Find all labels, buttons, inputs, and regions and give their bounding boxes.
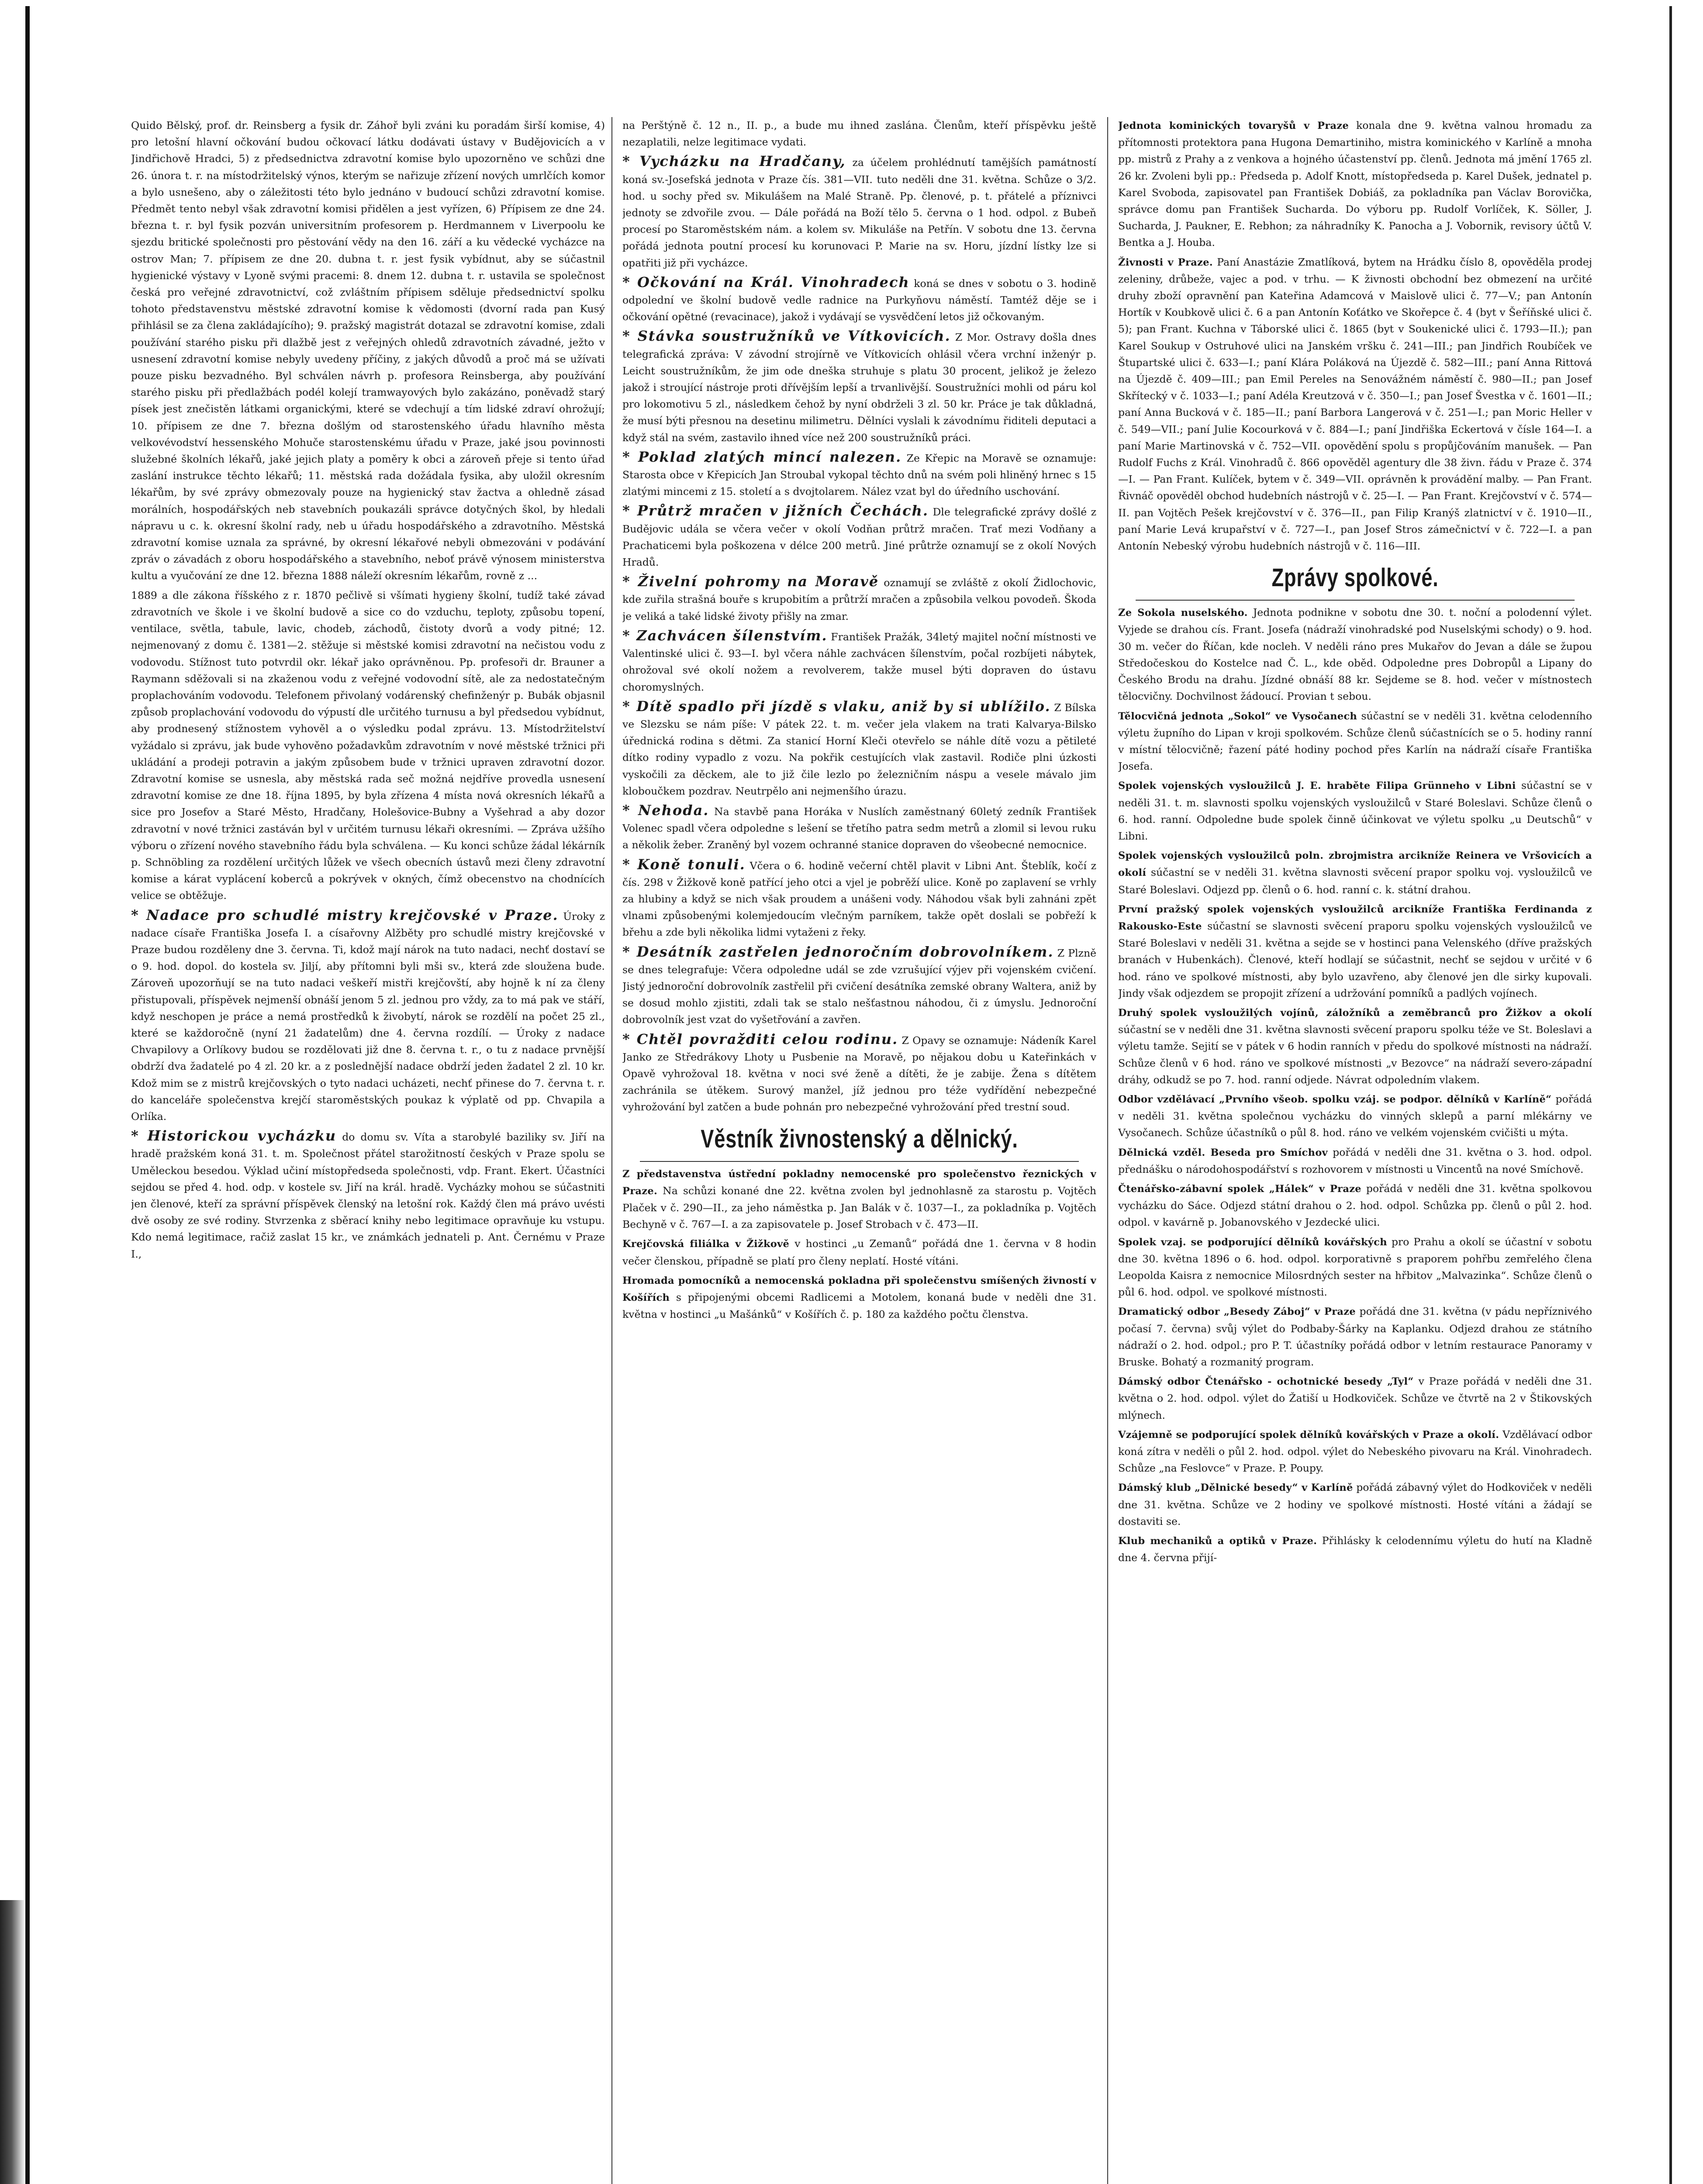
notice-heading: Odbor vzdělávací „Prvního všeob. spolku vzáj. se podpor. dělníků v Karlíně“ [1118,1093,1552,1105]
notice-heading: První pražský spolek vojenských vysloužilců arcikníže Františka Ferdinanda z Rakousko-Este [1118,903,1592,932]
notice-heading: Klub mechaniků a optiků v Praze. [1118,1535,1317,1547]
article [622,502,1096,570]
article-body: Dle telegrafické zprávy došlé z Budějovic udála se včera večer v okolí Vodňan průtrž mračen. Trať mezi Vodňany a Prachaticemi byla poškozena v délce 200 metrů. Jiné průtrže oznamují se z okolí Nových Hradů. [622,506,1096,569]
notice-body: Na schůzi konané dne 22. května zvolen byl jednohlasně za starostu p. Vojtěch Plaček v č. 290—II., za jeho náměstka p. Jan Balák v č. 1037—I., za pokladníka p. Vojtěch Bechyně v č. 767—I. a za zapisovatele p. Josef Strobach v č. 473—II. [622,1184,1096,1231]
notice-body: v Praze pořádá v neděli dne 31. května o 2. hod. odpol. výlet do Žatiší u Hodkoviček. Schůze ve čtvrtě na 2 v Štikovských mlýnech. [1118,1375,1592,1421]
article-heading: * Nehoda. [622,802,709,819]
article [131,587,605,904]
article-body: Včera o 6. hodině večerní chtěl plavit v Libni Ant. Šteblík, kočí z čís. 298 v Žižkově koně patřící jeho otci a vjel je pobrěží ulice. Koně po zaplavení se vrhly za hlubiny a když se nich však proudem a unášeni vody. Náhodou však byli zahnáni zpět vlnami způsobenými kolemjedoucím vlečným parníkem, takže opět doslali se pobřeží k břehu a zde byli několika lidmi vytaženi z řeky. [622,859,1096,939]
notice-body: súčastní se v neděli dne 31. května slavnosti svěcení praporu spolku téže ve St. Boleslavi a výletu tamže. Sejití se v pátek v 6 hodin ranních v předu do spolkové místnosti na nádraží. Schůze členů v 6 hod. ráno ve spolkové místnosti „v Bezovce“ na nádraží severo-západní dráhy, odkudž se po 7. hod. ranní odjede. Návrat odpoledním vlakem. [1118,1023,1592,1086]
notice-item [1118,1479,1592,1530]
notice-heading: Čtenářsko-zábavní spolek „Hálek“ v Praze [1118,1183,1361,1195]
article-heading: * Zachvácen šílenstvím. [622,627,828,644]
notice-item [1118,777,1592,844]
notice-heading: Dělnická vzděl. Beseda pro Smíchov [1118,1147,1328,1158]
article [622,117,1096,150]
notice-item [1118,1303,1592,1370]
article [622,328,1096,446]
notice-item [622,1165,1096,1233]
article-heading: * Chtěl povražditi celou rodinu. [622,1030,898,1047]
notice-body: pořádá dne 31. května (v pádu nepříznivého počasí 7. června) svůj výlet do Podbaby-Šárky na Kaplanku. Odjezd drahou ze státního nádraží o 2. hod. odpol.; pro P. T. účastníky pořádá odbor v letním restaurace Panoramy v Bruske. Bohatý a rozmanitý program. [1118,1305,1592,1368]
notice-heading: Ze Sokola nuselského. [1118,607,1248,619]
notice-body: súčastní se slavnosti svěcení praporu spolku vojenských vysloužilců ve Staré Boleslavi v neděli 31. května a sejde se v hostinci pana Velenského (dříve pražských branách v Hubenkách). Členové, kteří hodlají se súčastnit, nechť se sejdou v určité v 6 hod. ráno ve spolkové místnosti, aby bylo uzavřeno, aby členové jen dle sirky kupovali. Jindy však odjezdem se propojit zřízení a udržování pomníků a padlých vojínech. [1118,919,1592,999]
notice-item [1118,708,1592,775]
notice-heading: Hromada pomocníků a nemocenská pokladna při společenstvu smíšených živností v Košířích [622,1275,1096,1303]
article [1118,117,1592,251]
article-body: Z Plzně se dnes telegrafuje: Včera odpoledne udál se zde vzrušující výjev při vojenském cvičení. Jistý jednoroční dobrovolník zastřelil při cvičení desátníka zemské obrany Waltera, aniž by se dosud mohlo zjistiti, zdali tak se stalo nešťastnou náhodou, či z úmyslu. Jednoroční dobrovolník jest vzat do vyšetřování a zavřen. [622,947,1096,1026]
article [622,856,1096,941]
notice-body: pořádá v neděli 31. května společnou vycházku do vinných sklepů a parní mlékárny ve Vysočanech. Schůze účastníků o půl 8. hod. ráno ve velkém vojenském cvičišti u mýta. [1118,1092,1592,1139]
article [131,1127,605,1262]
binding-shadow [0,1900,25,2184]
article-body: Z Opavy se oznamuje: Nádeník Karel Janko ze Středrákovy Lhoty u Pusbenie na Moravě, po nějakou dobu u Kateřinkách v Opavě vyhrožoval 18. května v noci své ženě a dítěti, že je zabije. Žena s dítětem zachránila se útěkem. Surový manžel, jíž jednou pro téže vydřídění nebezpečné vyhrožování byl zatčen a bude pohnán pro nebezpečné vyhrožování před trestní soud. [622,1034,1096,1113]
column-2 [622,117,1096,2184]
article-body: za účelem prohlédnutí tamějších památností koná sv.-Josefská jednota v Praze čís. 381—VII. tuto neděli dne 31. května. Schůze o 3/2. hod. u sochy před sv. Mikulášem na Malé Straně. Pp. členové, p. t. přátelé a příznivci jednoty se zdvořile zvou. — Dále pořádá na Boží tělo 5. června o 1 hod. odpol. z Bubeň procesí po Staroměstském nám. a kolem sv. Mikuláše na Petřín. V sobotu dne 13. června pořádá jednota poutní procesí ku korunovaci P. Marie na sv. Horu, jízdní lístky lze si opatřiti již při vycházce. [622,156,1096,269]
notice-heading: Tělocvičná jednota „Sokol“ ve Vysočanech [1118,710,1358,722]
article [622,449,1096,500]
article-body: Paní Anastázie Zmatlíková, bytem na Hrádku číslo 8, opověděla prodej zeleniny, drůbeže, vajec a pod. v trhu. — K živnosti obchodní bez obmezení na určité druhy zboží opravnění pan Kateřina Adamcová v Maislově ulici č. 77—V.; pan Antonín Hortík v Koubkově ulici č. 6 a pan Antonín Koťátko ve Skořepce č. 4 (byt v Šeříňské ulici č. 5); pan Frant. Kuchna v Táborské ulici č. 1865 (byt v Soukenické ulici č. 1793—II.); pan Karel Soukup v Ostruhové ulici na Janském vršku č. 241—III.; pan Jindřich Roubíček ve Štupartské ulici č. 633—I.; paní Klára Poláková na Újezdě č. 582—III.; paní Anna Rittová na Újezdě č. 409—III.; pan Emil Pereles na Senovážném náměstí č. 980—II.; pan Josef Skřítecký v č. 1033—I.; paní Adéla Kreutzová v č. 350—I.; pan Josef Švestka v č. 1601—II.; paní Anna Bucková v č. 185—II.; paní Barbora Langerová v č. 251—I.; pan Moric Heller v č. 549—VII.; paní Julie Kocourková v č. 884—I.; paní Jindřiška Eckertová v čísle 164—I. a paní Marie Martinovská v č. 752—VII. opovědění spolu s propůjčováním manušek. — Pan Rudolf Fuchs z Král. Vinohradů č. 866 opověděl agentury dle 38 živn. řádu v Praze č. 374—I. — Pan Frant. Kulíček, bytem v č. 349—VII. oprávněn k provádění malby. — Pan Frant. Řivnáč opověděl obchod hudebních nástrojů v č. 25—I. — Pan Frant. Krejčovství v č. 574—II. pan Vojtěch Pešek krejčovství v č. 376—II., pan Filip Kranýš zlatnictví v č. 1910—II., paní Marie Levá krupařství v č. 727—I., pan Josef Stros zámečnictví v č. 722—I. a pan Antonín Nebeský výrobu hudebních nástrojů v č. 116—III. [1118,256,1592,553]
section-rule [1136,600,1575,601]
notice-heading: Spolek vojenských vysloužilců J. E. hraběte Filipa Grünneho v Libni [1118,780,1516,792]
column-divider [1107,117,1108,2184]
article-heading: * Poklad zlatých mincí nalezen. [622,448,902,465]
article-heading: * Očkování na Král. Vinohradech [622,273,910,290]
notice-item [622,1235,1096,1269]
article-heading: * Živelní pohromy na Moravě [622,573,879,590]
article-body: konala dne 9. května valnou hromadu za přítomnosti protektora pana Hugona Demartiniho, mistra kominického v Karlíně a mnoha pp. mistrů z Prahy a z venkova a hojného účastenství pp. členů. Jednota má jmění 1765 zl. 26 kr. Zvoleni byli pp.: Předseda p. Adolf Knott, místopředseda p. Karel Dušek, jednatel p. Karel Svoboda, zapisovatel pan František Dobiáš, za pokladníka pan Václav Borovička, správce domu pan František Sucharda. Do výboru pp. Rudolf Vorlíček, K. Söller, J. Sucharda, J. Paukner, E. Rebhon; za náhradníky K. Panocha a J. Vobornik, revisory účtů V. Bentka a J. Houba. [1118,119,1592,249]
article [1118,254,1592,555]
notice-heading: Dramatický odbor „Besedy Záboj“ v Praze [1118,1306,1356,1318]
article-heading: * Průtrž mračen v jižních Čechách. [622,502,929,519]
article-body: 1889 a dle zákona říšského z r. 1870 pečlivě si všímati hygieny školní, tudíž také závad zdravotních ve škole i ve školní budově a sice co do vzduchu, teploty, způsobu topení, ventilace, světla, tabule, lavic, chodeb, záchodů, čistoty dvorů a vody pitné; 12. nejmenovaný z domu č. 1381—2. stěžuje si městské komisi zdravotní na nečistou vodu z vodovodu. Stížnost tuto potvrdil okr. lékař jako oprávněnou. Pp. profesoři dr. Brauner a Raymann sděžovali si na zkaženou vodu z veřejné vodovodní sítě, ale za nedostatečným proplachováním vodovodu. Telefonem přivolaný vodárenský chefinženýr p. Bubák objasnil způsob proplachování vodovodu do výpustí dle určitého turnusu a byl předsedou vybídnut, aby prodnesený stížnostem vyhověl a o výsledku podal zprávu. 13. Místodržitelství vyžádalo si zprávu, jak bude vyhověno požadavkům zdravotním v nové městské tržnici při ukládání a prodeji potravin a jakým způsobem bude v tržnici upraven zdravotní dozor. Zdravotní komise se usnesla, aby městská rada seč možná nejdříve provedla usnesení zdravotní komise ze dne 18. října 1895, by byla zřízena 4 místa nová okresních lékařů a sice pro Josefov a Staré Město, Hradčany, Holešovice-Bubny a Vyšehrad a aby dozor zdravotní v nové tržnici zastáván byl v určitém turnusu lékaři okresními. — Zpráva užšího výboru o zřízení nového stavebního řádu byla schválena. — Ku konci schůze žádal lékárník p. Schnöbling za rozdělení určitých lůžek ve všech obecních ústavů mezi členy zdravotní komise a kárat vyplácení koberců a pokrývek v okných, čímž obecenstvo na chodnících velice se obtěžuje. [131,589,605,902]
article-body: na Perštýně č. 12 n., II. p., a bude mu ihned zaslána. Členům, kteří příspěvku ještě nezaplatili, nelze legitimace vydati. [622,119,1096,149]
notice-item [1118,847,1592,898]
notice-item [1118,1234,1592,1301]
notice-body: súčastní se v neděli 31. května celodenního výletu župního do Lipan v kroji spolkovém. Schůze členů súčastnících se o 5. hodiny ranní v místní tělocvičně; řazení páté hodiny pochod přes Karlín na nádraží císaře Františka Josefa. [1118,709,1592,773]
article-heading: Jednota kominických tovaryšů v Praze [1118,120,1349,131]
section-rule [640,1161,1079,1162]
notice-heading: Spolek vojenských vysloužilců poln. zbrojmistra arcikníže Reinera ve Vršovicích a okolí [1118,850,1592,879]
article-body: Quido Bělský, prof. dr. Reinsberg a fysik dr. Záhoř byli zváni ku poradám širší komise, 4) pro letošní hlavní očkování budou očkovací látku dodávati ústavy v Budějovicích a v Jindřichově Hradci, 5) z předsednictva zdravotní komise bylo upozorněno ve schůzi dne 26. února t. r. na místodržitelský výnos, kterým se nařizuje zřízení nových umrlčích komor a bylo usnešeno, aby o záležitosti této bylo jednáno v budoucí schůzi zdravotní komise. Předmět tento nebyl však zdravotní komisi přidělen a jest vyřízen, 6) Přípisem ze dne 24. března t. r. byl fysik pozván universitním profesorem p. Herdmannem v Liverpoolu ke sjezdu britické společnosti pro pěstování vědy na den 16. září a ku vědecké vycházce na ostrov Man; 7. přípisem ze dne 20. dubna t. r. jest fysik vybídnut, aby se súčastnil hygienické výstavy v Lyoně svými pracemi: 8. dnem 12. dubna t. r. ustavila se společnost česká pro veřejné zdravotnictví, což zvláštním přípisem sděluje předsednictví spolku tohoto představenstvu městské zdravotní komise k vědomosti (dvorní rada pan Kusý přihlásil se za člena zakládajícího); 9. pražský magistrát dotazal se zdravotní komise, zdali používání starého pisku při dlažbě jest z veřejných ohledů zdravotních závadné, ježto v usnesení zdravotní komise nebyly uvedeny příčiny, z jakých důvodů a proč má se užívati pouze pisku bezvadného. Byl schválen návrh p. profesora Reinsberga, aby používání starého pisku při předlažbách podél kolejí tramwayových bylo zakázáno, poněvadž starý písek jest znečistěn látkami organickými, které se vdechují a tím lidské zdraví ohrožují; 10. přípisem ze dne 7. března došlým od starostenského úřadu hlavního města velkovévodství hessenského Mohuče starostenskému úřadu v Praze, jaké jsou povinnosti služebné školních lékařů, jaké jejich platy a poměry k obci a zároveň přeje si tento úřad zaslání instrukce těchto lékařů; 11. městská rada dožádala fysika, aby uložil okresním lékařům, by své zprávy obmezovaly pouze na hygienický stav žactva a ohledně zásad morálních, hospodářských neb stavebních poukazáli správce dotyčných škol, by hledali nápravu u c. k. okresní školní rady, neb u úřadu hospodářského a zdravotního. Městská zdravotní komise uznala za správné, by okresní lékařové nebyli obmezováni v podávání zpráv o závadách z oboru hospodářského a stavebního, neboť právě výnosem ministerstva kultu a vyučování ze dne 12. března 1888 náleží okresním lékařům, rovně z ... [131,119,605,582]
section-title: Zprávy spolkové. [1271,563,1439,592]
article [622,943,1096,1028]
article-heading: * Dítě spadlo při jízdě s vlaku, aniž by si ublížilo. [622,698,1051,715]
notice-body: pořádá v neděli dne 31. května o 3. hod. odpol. přednášku o národohospodářství s rozhovorem v místnosti u Vincentů na nové Smíchově. [1118,1146,1592,1175]
article [622,1031,1096,1116]
notice-item [1118,1144,1592,1178]
article [622,573,1096,625]
article [131,117,605,584]
notice-body: pořádá zábavný výlet do Hodkoviček v neděli dne 31. května. Schůze ve 2 hodiny ve spolkové místnosti. Hosté vítáni a žádají se dostaviti se. [1118,1481,1592,1527]
section-title: Věstník živnostenský a dělnický. [701,1124,1018,1153]
notice-item [1118,1532,1592,1566]
column-3 [1118,117,1592,2184]
article [622,274,1096,325]
notice-body: s připojenými obcemi Radlicemi a Motolem, konaná bude v neděli dne 31. května v hostinci „u Mašánků“ v Košířích č. p. 180 za každého počtu členstva. [622,1291,1096,1321]
notice-body: pro Prahu a okolí se účastní v sobotu dne 30. května 1896 o 6. hod. odpol. korporativně s praporem pohřbu zemřelého člena Leopolda Kaisra z nemocnice Milosrdných sester na hřbitov „Malvazinka“. Schůze členů o půl 6. hod. odpol. ve spolkové místnosti. [1118,1235,1592,1299]
notice-body: Jednota podnikne v sobotu dne 30. t. noční a polodenní výlet. Vyjede se drahou cís. Frant. Josefa (nádraží vinohradské pod Nuselskými schody) o 9. hod. 30 m. večer do Říčan, kde nocleh. V neděli ráno pres Mukařov do Jevan a dále se župou Středočeskou do Kostelce nad Č. L., kde oběd. Odpoledne pres Dobropůl a Lipany do Českého Brodu na drahu. Jízdné obnáší 88 kr. Sejdeme se 8. hod. večer v místnostech tělocvičny. Dochvilnost žádoucí. Provian t sebou. [1118,606,1592,703]
article-heading: * Stávka soustružníků ve Vítkovicích. [622,328,951,345]
article-heading: * Vycházku na Hradčany, [622,153,846,170]
notice-item [1118,604,1592,705]
notice-body: Vzdělávací odbor koná zítra v neděli o půl 2. hod. odpol. výlet do Nebeského pivovaru na Král. Vinohradech. Schůze „na Feslovce“ v Praze. P. Poupy. [1118,1428,1592,1475]
article-body: koná se dnes v sobotu o 3. hodině odpolední ve školní budově vedle radnice na Purkyňovu náměstí. Tamtéž děje se i očkování opětné (revacinace), jakož i vydávají se vysvědčení letos již očkovaným. [622,277,1096,323]
article-heading: * Koně tonuli. [622,856,746,873]
article-body: Z Bílska ve Slezsku se nám píše: V pátek 22. t. m. večer jela vlakem na trati Kalvarya-Bilsko úřednická rodina s dětmi. Za stanicí Horní Kleči otevřelo se náhle dítě vozu a pětileté dítko rodiny vypadlo z vozu. Na pokřik cestujících vlak zastavil. Rodiče plni úzkosti vyskočili za děckem, ale to již čile lezlo po železničním náspu a vesele mávalo jim kloboučkem pozdrav. Neutrpělo ani nejmenšího úrazu. [622,701,1096,797]
article [622,153,1096,271]
notice-heading: Z představenstva ústřední pokladny nemocenské pro společenstvo řeznických v Praze. [622,1168,1096,1197]
notice-item [1118,1180,1592,1231]
notice-body: súčastní se v neděli 31. t. m. slavnosti spolku vojenských vysloužilců v Staré Boleslavi. Schůze členů o 6. hod. ranní. Odpoledne bude spolek činně účinkovat ve výletu spolku „u Deutschů“ v Libni. [1118,779,1592,842]
notice-body: pořádá v neděli dne 31. května spolkovou vycházku do Sáce. Odjezd státní drahou o 2. hod. odpol. Schůzka pp. členů o půl 2. hod. odpol. v kavárně p. Jobanovského v Jezdecké ulici. [1118,1182,1592,1229]
notice-heading: Krejčovská filiálka v Žižkově [622,1238,790,1250]
article-heading: * Desátník zastřelen jednoročním dobrovolníkem. [622,943,1054,960]
notice-heading: Dámský klub „Dělnické besedy“ v Karlíně [1118,1482,1353,1494]
notice-item [1118,1426,1592,1477]
article-body: Ze Křepic na Moravě se oznamuje: Starosta obce v Křepicích Jan Stroubal vykopal těchto dnů na svém poli hliněný hrnec s 15 zlatými mincemi z 15. století a s dvojtolarem. Nález vzat byl do úředního uschování. [622,452,1096,498]
article-body: Z Mor. Ostravy došla dnes telegrafická zpráva: V závodní strojírně ve Vítkovicích ohlásil včera vrchní inženýr p. Leicht soustružníkům, že jim ode dneška struhuje s platu 30 procent, jelikož je železo jakož i stroující nástroje proti dřívějším lepší a trvanlivější. Soustružníci mohli od páru kol pro lokomotivu 5 zl., následkem čehož by nyní obdrželi 3 zl. 50 kr. Práce je tak důkladná, že musí býti přesnou na desetinu milimetru. Dělníci vyslali k závodnímu řiditeli deputaci a když stál na svém, zastavilo ihned více než 200 soustružníků práci. [622,331,1096,444]
article-body: Úroky z nadace císaře Františka Josefa I. a císařovny Alžběty pro schudlé mistry krejčovské v Praze budou rozděleny dne 3. června. Ti, kdož mají nárok na tuto nadaci, nechť dostaví se o 9. hod. dopol. do kostela sv. Jiljí, aby přítomni byli mši sv., která zde sloužena bude. Zároveň upozorňují se na tuto nadaci veškeří mistři krejčovští, aby hojně k ní za členy přistupovali, příspěvek nejmenší obnáší jenom 5 zl. jednou pro vždy, za to má pak ve stáří, když neschopen je práce a nemá prostředků k živobytí, nárok se rozdělí na počet 25 zl., které se každoročně (nyní 21 žadatelům) dne 4. června rozdílí. — Úroky z nadace Chvapilovy a Orlíkovy budou se rozdělovati již dne 8. června t. r., o tu z nadace prvnější obdrží dva žadatelé po 4 zl. 20 kr. a z poslednější nadace obdrží jeden žadatel 2 zl. 10 kr. Kdož mim se z mistrů krejčovských o tyto nadaci ucházeti, nechť přinese do 7. června t. r. do kanceláře společenstva krejčí staroměstských poukaz k výplatě od pp. Chvapila a Orlíka. [131,910,605,1123]
article-heading: * Nadace pro schudlé mistry krejčovské v Praze. [131,906,559,923]
notice-body: Přihlásky k celodennímu výletu do hutí na Kladně dne 4. června přijí- [1118,1534,1592,1564]
article-body: František Pražák, 34letý majitel noční místnosti ve Valentinské ulici č. 93—I. byl včera náhle zachvácen šílenstvím, počal rozbíjeti nábytek, ohrožoval své okolí nožem a revolverem, takže musel býti dopraven do ústavu choromyslných. [622,630,1096,693]
notice-item [1118,1004,1592,1088]
article-body: oznamují se zvláště z okolí Židlochovic, kde zuřila strašná bouře s krupobitím a průtrží mračen a způsobila velkou povodeň. Škoda je veliká a také lidské životy přišly na zmar. [622,577,1096,622]
notice-item [1118,1373,1592,1424]
notice-body: súčastní se v neděli 31. května slavnosti svěcení prapor spolku voj. vysloužilců ve Staré Boleslavi. Odjezd pp. členů o 6. hod. ranní c. k. státní drahou. [1118,866,1592,896]
article [622,802,1096,854]
notice-heading: Vzájemně se podporující spolek dělníků kovářských v Praze a okolí. [1118,1429,1499,1441]
notice-item [622,1272,1096,1323]
article [622,698,1096,799]
notice-body: v hostinci „u Zemanů“ pořádá dne 1. června v 8 hodin večer členskou, případně se platí pro členy neplatí. Hosté vítáni. [622,1237,1096,1267]
article-body: do domu sv. Víta a starobylé baziliky sv. Jiří na hradě pražském koná 31. t. m. Společnost přátel starožitností českých v Praze spolu se Uměleckou besedou. Výklad učiní místopředseda společnosti, vdp. Frant. Ekert. Účastníci sejdou se před 4. hod. odp. v kostele sv. Jiří na král. hradě. Vycházky mohou se súčastniti jen členové, kteří za správní příspěvek členský na letošní rok. Každý člen má právo uvésti dvě osoby ze své rodiny. Stvrzenka z sběrací knihy nebo legitimace opravňuje ku vstupu. Kdo nemá legitimace, račiž zaslat 15 kr., ve známkách jednateli p. Ant. Černému v Praze I., [131,1131,605,1260]
notice-heading: Dámský odbor Čtenářsko - ochotnické besedy „Tyl“ [1118,1376,1414,1388]
notice-heading: Druhý spolek vysloužilých vojínů, záložníků a zeměbranců pro Žižkov a okolí [1118,1007,1592,1019]
notice-item [1118,1091,1592,1141]
article-body: Na stavbě pana Horáka v Nuslích zaměstnaný 60letý zedník František Volenec spadl včera odpoledne s lešení se třetího patra sedm metrů a zlomil si levou ruku a několik žeber. Zraněný byl vozem ochranné stanice dopraven do všeobecné nemocnice. [622,805,1096,851]
notice-heading: Spolek vzaj. se podporující dělníků kovářských [1118,1236,1387,1248]
article-heading: Živnosti v Praze. [1118,256,1213,268]
column-1 [131,117,605,2184]
article [622,627,1096,695]
column-divider [611,117,612,2184]
article [131,907,605,1125]
article-heading: * Historickou vycházku [131,1127,337,1144]
notice-item [1118,901,1592,1002]
